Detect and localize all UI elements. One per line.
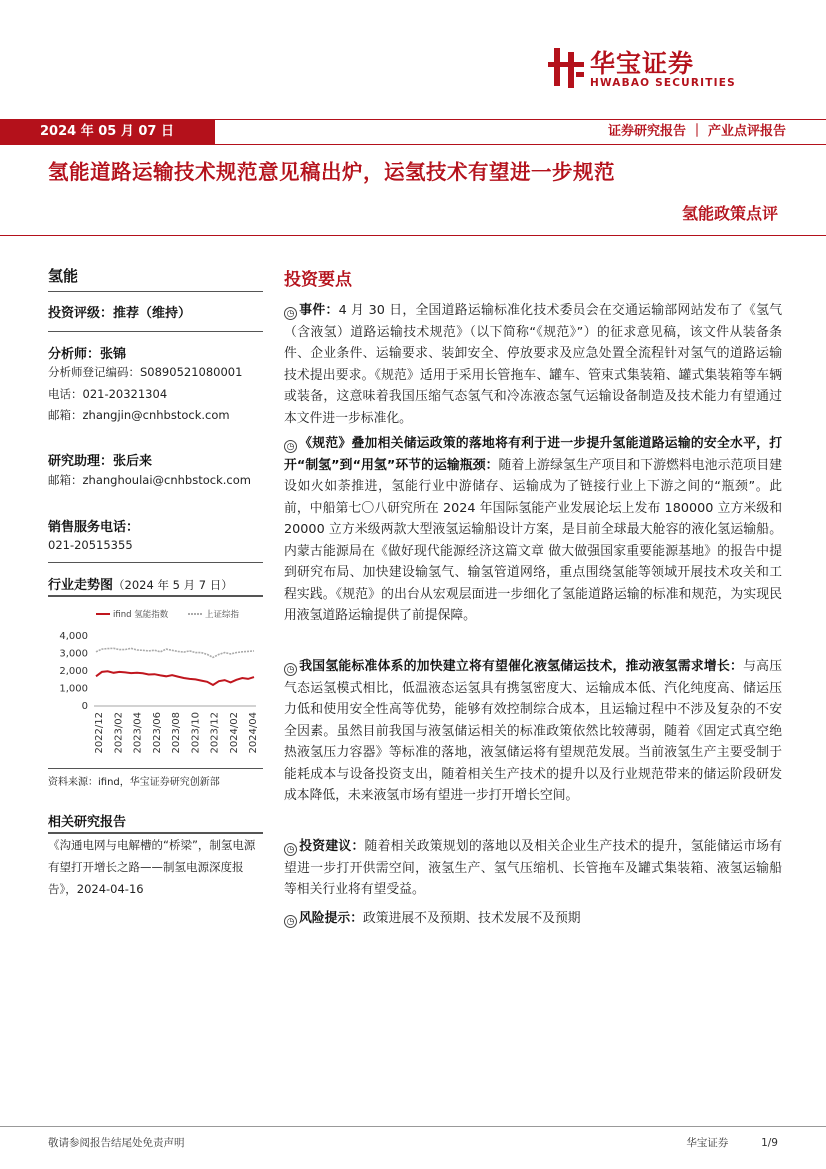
- paragraph-lead: 投资建议：: [299, 839, 365, 854]
- divider: [48, 595, 263, 597]
- footer-company: 华宝证券: [686, 1137, 729, 1149]
- paragraph-investment-advice: [284, 836, 782, 901]
- y-tick-label: 0: [81, 701, 88, 712]
- x-tick-label: 2023/08: [171, 712, 182, 754]
- x-tick-label: 2023/12: [209, 712, 221, 754]
- paragraph-text: 与高压气态运氢模式相比，低温液态运氢具有携氢密度大、运输成本低、汽化纯度高、储运压力低和使用安全性高等优势，能够有效控制综合成本，且运输过程中不涉及复杂的不安全因素。虽然目前我国与液氢储运相关的标准政策依然比较薄弱，随着《固定式真空绝热液氢压力容器》等标准的落地，液氢储运将有望规范发展。当前液氢生产主要受制于能耗成本与设备投资支出，随着相关生产技术的提升以及行业规范带来的储运阶段研发成本降低，未来液氢市场有望进一步打开增长空间。: [284, 659, 783, 803]
- header-divider: [0, 235, 826, 236]
- related-report-link[interactable]: 《沟通电网与电解槽的“桥梁”，制氢电源有望打开增长之路——制氢电源深度报告》，2024-04-16: [48, 838, 256, 896]
- paragraph-text: 随着上游绿氢生产项目和下游燃料电池示范项目建设如火如荼推进，氢能行业中游储存、运输成为了链接行业上下游之间的“瓶颈”。此前，中船第七〇八研究所在 2024 年国际氢能产业发展论坛上发布 180000 立方米级和 20000 立方米级两款大型液氢运输船设计方案，是目前全球最大舱容的液化氢运输船。内蒙古能源局在《做好现代能源经济这篇文章 做大做强国家重要能源基地》的报告中提到研究布局、加快建设输氢气、输氢管道网络，重点围绕氢能等领域开展技术攻关和工程实践。《规范》的出台从宏观层面进一步细化了氢能道路运输的标准和规范，为实现民用液氢道路运输提供了前提保障。: [284, 457, 782, 623]
- page-number: 1/9: [761, 1137, 778, 1149]
- paragraph-policy: [284, 433, 782, 627]
- clock-bullet-icon: ◷: [284, 440, 297, 453]
- paragraph-risk: [284, 908, 782, 930]
- trend-chart-title: [48, 574, 263, 593]
- clock-bullet-icon: ◷: [284, 843, 297, 856]
- series-line-hydrogen-index: [96, 671, 254, 685]
- report-subtitle: 氢能政策点评: [681, 204, 778, 223]
- paragraph-event: [284, 300, 782, 429]
- x-tick-label: 2024/02: [228, 712, 240, 754]
- legend-label: ifind 氢能指数: [113, 610, 169, 620]
- report-date: 2024 年 05 月 07 日: [0, 120, 215, 144]
- analyst-email[interactable]: 邮箱：zhangjin@cnhbstock.com: [48, 408, 230, 422]
- report-title: 氢能道路运输技术规范意见稿出炉，运氢技术有望进一步规范: [48, 160, 615, 184]
- footer-divider: [0, 1126, 826, 1127]
- y-tick-label: 3,000: [59, 648, 88, 660]
- x-tick-label: 2023/10: [190, 712, 202, 754]
- sales-phone: 021-20515355: [48, 538, 133, 552]
- y-tick-label: 4,000: [59, 631, 88, 642]
- report-band: [0, 119, 826, 145]
- investment-rating: 投资评级：推荐（维持）: [48, 306, 192, 321]
- trend-date: （2024 年 5 月 7 日）: [113, 578, 233, 592]
- divider: [48, 331, 263, 332]
- y-tick-label: 2,000: [59, 666, 88, 677]
- disclaimer-note: 敬请参阅报告结尾处免责声明: [48, 1137, 185, 1149]
- sector-name: 氢能: [48, 267, 79, 285]
- analyst-phone: 电话：021-20321304: [48, 387, 168, 401]
- clock-bullet-icon: ◷: [284, 663, 297, 676]
- assistant-email[interactable]: 邮箱：zhanghoulai@cnhbstock.com: [48, 473, 251, 487]
- paragraph-lead: 风险提示：: [299, 911, 363, 926]
- report-type: 证券研究报告 ｜ 产业点评报告: [607, 124, 786, 139]
- paragraph-text: 4 月 30 日，全国道路运输标准化技术委员会在交通运输部网站发布了《氢气（含液氢）道路运输技术规范》（以下简称“《规范》”）的征求意见稿，该文件从装备条件、企业条件、运输要求、装卸安全、停放要求及应急处置全流程针对氢气的道路运输技术提出要求。《规范》适用于采用长管拖车、罐车、管束式集装箱、罐式集装箱等车辆或装备，这意味着我国压缩气态氢气和冷冻液态氢气运输设备制造及技术能力有望通过本文件进一步标准化。: [284, 303, 782, 426]
- brand-name-en: HWABAO SECURITIES: [590, 77, 736, 89]
- divider: [48, 562, 263, 563]
- x-tick-label: 2024/04: [248, 712, 259, 754]
- brand-logo: [548, 44, 778, 96]
- paragraph-text: 随着相关政策规划的落地以及相关企业生产技术的提升，氢能储运市场有望进一步打开供需空间，液氢生产、氢气压缩机、长管拖车及罐式集装箱、液氢运输船等相关行业将有望受益。: [284, 839, 783, 897]
- footer-info: [686, 1135, 778, 1150]
- paragraph-lead: 《规范》叠加相关储运政策的落地将有利于进一步提升氢能道路运输的安全水平，打开“制氢”到“用氢”环节的运输瓶颈：: [284, 436, 782, 473]
- clock-bullet-icon: ◷: [284, 915, 297, 928]
- paragraph-lead: 事件：: [299, 303, 339, 318]
- chart-source: 资料来源：ifind，华宝证券研究创新部: [48, 777, 220, 788]
- analyst-registration: 分析师登记编码：S0890521080001: [48, 365, 243, 379]
- divider: [48, 768, 263, 769]
- assistant-name: 研究助理：张后来: [48, 454, 153, 469]
- y-tick-label: 1,000: [59, 683, 88, 695]
- brand-mark-icon: [548, 46, 588, 90]
- brand-name-cn: 华宝证券: [590, 49, 695, 78]
- x-tick-label: 2023/04: [132, 712, 144, 754]
- paragraph-standards: [284, 656, 782, 807]
- x-tick-label: 2022/12: [94, 712, 105, 754]
- divider: [48, 291, 263, 292]
- key-points-heading: 投资要点: [284, 270, 352, 290]
- x-tick-label: 2023/06: [151, 712, 163, 754]
- clock-bullet-icon: ◷: [284, 307, 297, 320]
- sales-label: 销售服务电话：: [48, 520, 140, 535]
- analyst-name: 分析师：张锦: [48, 347, 127, 362]
- related-reports-title: 相关研究报告: [48, 815, 127, 830]
- x-tick-label: 2023/02: [113, 712, 125, 754]
- paragraph-lead: 我国氢能标准体系的加快建立将有望催化液氢储运技术，推动液氢需求增长：: [299, 659, 744, 674]
- trend-title: 行业走势图: [48, 578, 114, 593]
- legend-label: 上证综指: [205, 610, 240, 620]
- paragraph-text: 政策进展不及预期、技术发展不及预期: [362, 911, 581, 926]
- industry-trend-chart: [44, 602, 266, 762]
- series-line-shanghai-composite: [96, 648, 254, 657]
